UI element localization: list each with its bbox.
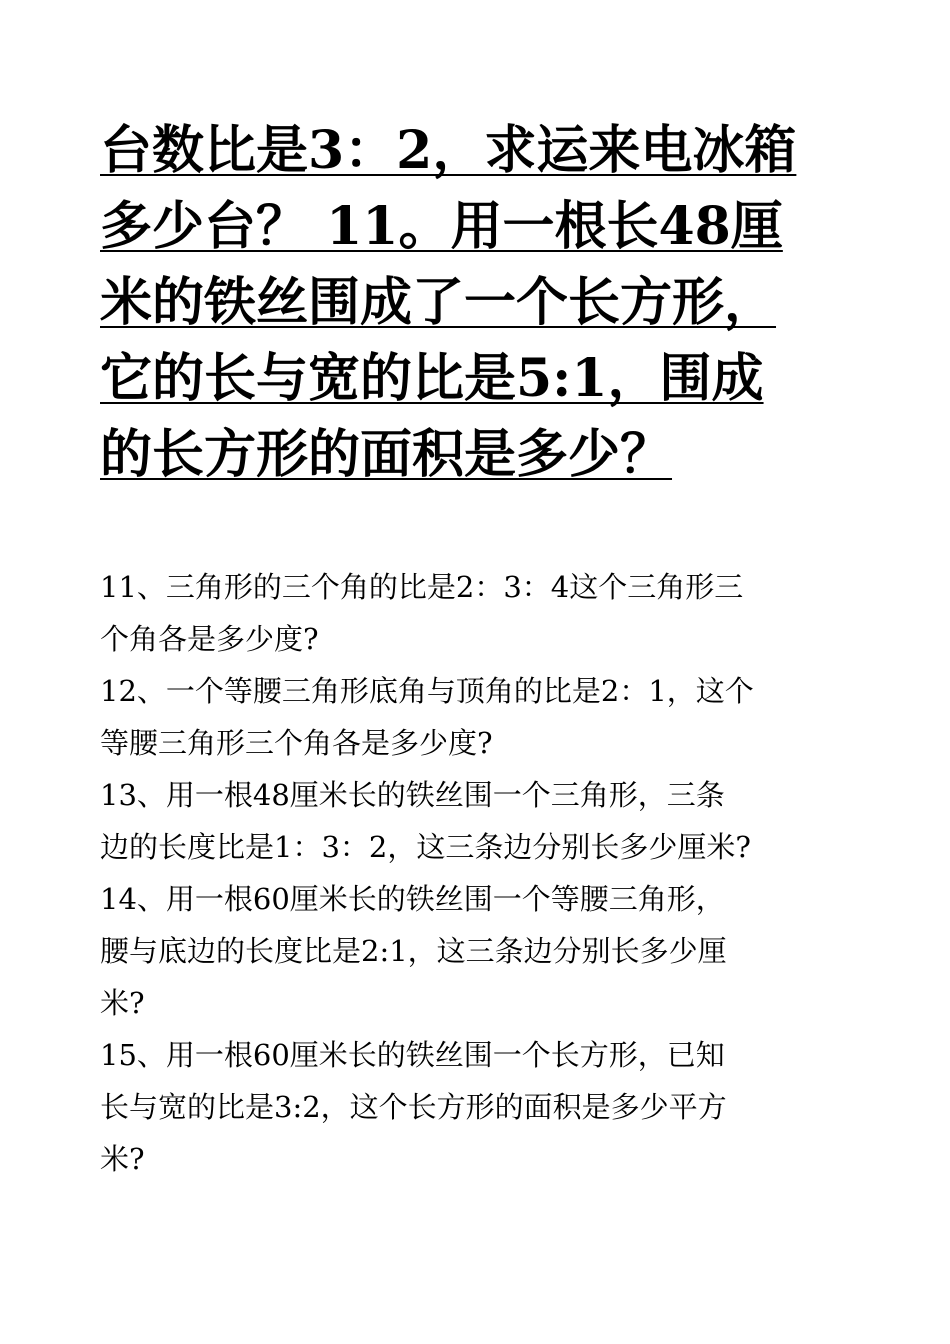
question-line: 米? [100,1142,145,1176]
underlined-heading-problem [100,118,860,498]
question-line: 长与宽的比是3:2，这个长方形的面积是多少平方 [100,1090,727,1124]
question-line: 13、用一根48厘米长的铁丝围一个三角形，三条 [100,778,725,812]
heading-line: 台数比是3：2，求运来电冰箱 [100,120,797,181]
question-line: 12、一个等腰三角形底角与顶角的比是2：1，这个 [100,674,754,708]
question-line: 个角各是多少度? [100,622,319,656]
question-line: 边的长度比是1：3：2，这三条边分别长多少厘米? [100,830,751,864]
question-list [100,564,870,1188]
question-line: 等腰三角形三个角各是多少度? [100,726,493,760]
heading-line: 的长方形的面积是多少？ [100,424,673,485]
question-line: 15、用一根60厘米长的铁丝围一个长方形，已知 [100,1038,725,1072]
question-line: 米? [100,986,145,1020]
question-line: 11、三角形的三个角的比是2：3：4这个三角形三 [100,570,744,604]
heading-line: 米的铁丝围成了一个长方形， [100,272,777,333]
heading-line: 多少台？ 11。用一根长48厘 [100,196,783,257]
question-line: 14、用一根60厘米长的铁丝围一个等腰三角形， [100,882,725,916]
heading-line: 它的长与宽的比是5:1，围成 [100,348,764,409]
question-line: 腰与底边的长度比是2:1，这三条边分别长多少厘 [100,934,727,968]
